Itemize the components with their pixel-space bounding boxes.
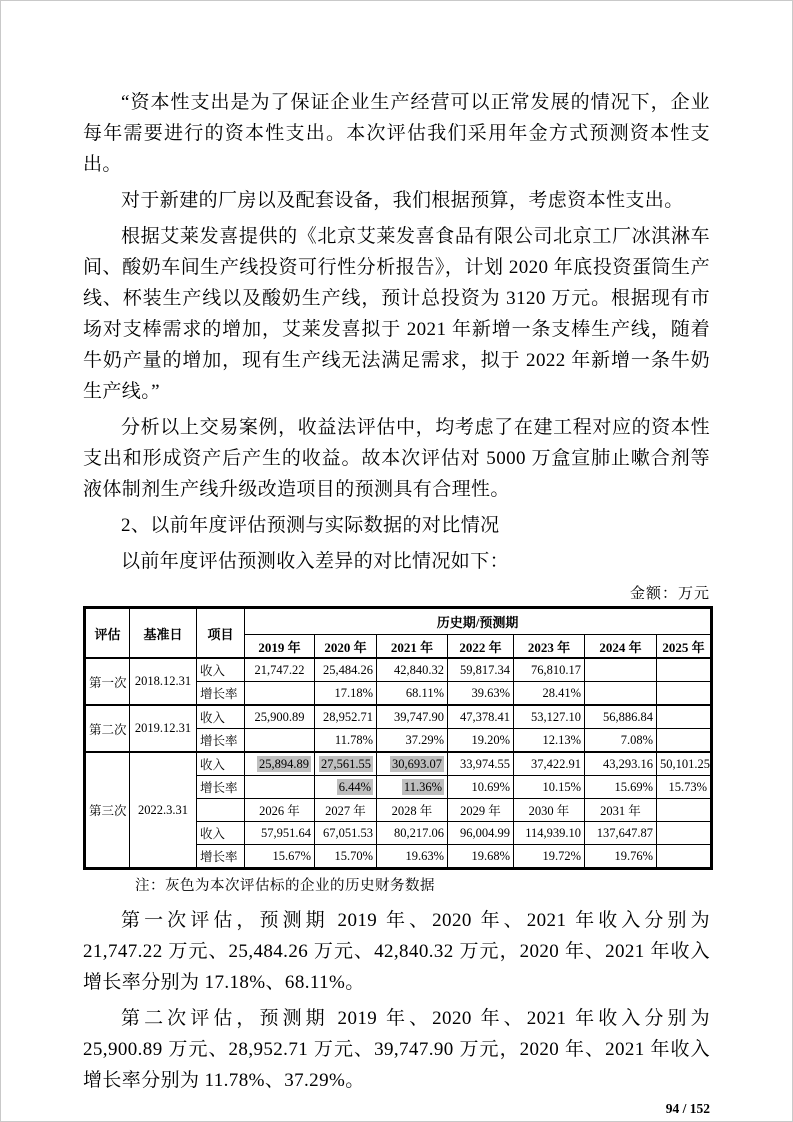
item-label-cell: 收入	[197, 705, 245, 729]
year-subheader-cell: 2026 年	[245, 799, 315, 822]
value-cell: 15.70%	[315, 845, 377, 869]
value-cell: 57,951.64	[245, 822, 315, 845]
value-cell	[245, 729, 315, 753]
value-cell: 39,747.90	[377, 705, 448, 729]
evaluation-round-cell: 第三次	[85, 752, 130, 869]
table-header	[85, 608, 712, 659]
item-label-cell: 增长率	[197, 776, 245, 799]
value-cell: 80,217.06	[377, 822, 448, 845]
value-cell: 10.69%	[448, 776, 514, 799]
item-label-cell: 收入	[197, 822, 245, 845]
evaluation-round-cell: 第二次	[85, 705, 130, 752]
year-subheader-cell: 2029 年	[448, 799, 514, 822]
value-cell: 19.72%	[514, 845, 585, 869]
table-row	[85, 705, 712, 729]
page-content	[1, 1, 792, 1117]
value-cell	[315, 776, 377, 799]
paragraph: 第二次评估，预测期 2019 年、2020 年、2021 年收入分别为 25,900.89 万元、28,952.71 万元、39,747.90 万元，2020 年、2021 年收入增长率分别为 11.78%、37.29%。	[83, 1008, 710, 1091]
value-cell	[657, 845, 712, 869]
value-cell: 76,810.17	[514, 658, 585, 682]
item-label-cell	[197, 799, 245, 822]
value-cell: 15.73%	[657, 776, 712, 799]
value-cell: 28.41%	[514, 682, 585, 706]
value-cell: 37.29%	[377, 729, 448, 753]
year-header: 2022 年	[448, 635, 514, 659]
paragraph: 以前年度评估预测收入差异的对比情况如下：	[121, 551, 510, 572]
value-cell	[657, 705, 712, 729]
value-cell: 42,840.32	[377, 658, 448, 682]
paragraph: 分析以上交易案例，收益法评估中，均考虑了在建工程对应的资本性支出和形成资产后产生的收益。故本次评估对 5000 万盒宣肺止嗽合剂等液体制剂生产线升级改造项目的预测具有合理性。	[83, 417, 710, 500]
historical-data-highlight: 6.44%	[338, 779, 371, 794]
body-paragraphs	[83, 87, 710, 577]
value-cell	[245, 776, 315, 799]
value-cell: 7.08%	[585, 729, 657, 753]
value-cell: 47,378.41	[448, 705, 514, 729]
value-cell: 19.76%	[585, 845, 657, 869]
value-cell	[657, 658, 712, 682]
paragraph: 对于新建的厂房以及配套设备，我们根据预算，考虑资本性支出。	[121, 190, 684, 211]
item-label-cell: 收入	[197, 752, 245, 776]
period-span-header: 历史期/预测期	[245, 608, 712, 635]
value-cell: 39.63%	[448, 682, 514, 706]
value-cell: 19.20%	[448, 729, 514, 753]
year-subheader-cell: 2030 年	[514, 799, 585, 822]
value-cell: 137,647.87	[585, 822, 657, 845]
item-label-cell: 增长率	[197, 729, 245, 753]
paragraph: “资本性支出是为了保证企业生产经营可以正常发展的情况下，企业每年需要进行的资本性支出。本次评估我们采用年金方式预测资本性支出。	[83, 92, 710, 175]
year-header: 2019 年	[245, 635, 315, 659]
value-cell: 21,747.22	[245, 658, 315, 682]
historical-data-highlight: 30,693.07	[392, 756, 442, 771]
value-cell	[585, 658, 657, 682]
paragraph: 第一次评估，预测期 2019 年、2020 年、2021 年收入分别为 21,747.22 万元、25,484.26 万元、42,840.32 万元，2020 年、2021 年收入增长率分别为 17.18%、68.11%。	[83, 910, 710, 993]
year-header: 2023 年	[514, 635, 585, 659]
value-cell: 28,952.71	[315, 705, 377, 729]
year-header: 2020 年	[315, 635, 377, 659]
historical-data-highlight: 11.36%	[403, 779, 442, 794]
value-cell	[377, 776, 448, 799]
paragraph: 根据艾莱发喜提供的《北京艾莱发喜食品有限公司北京工厂冰淇淋车间、酸奶车间生产线投资可行性分析报告》，计划 2020 年底投资蛋筒生产线、杯装生产线以及酸奶生产线，预计总投资为 3120 万元。根据现有市场对支棒需求的增加，艾莱发喜拟于 2021 年新增一条支棒生产线，随着牛奶产量的增加，现有生产线无法满足需求，拟于 2022 年新增一条牛奶生产线。”	[83, 226, 710, 402]
table-note: 注：灰色为本次评估标的企业的历史财务数据	[135, 878, 435, 894]
item-label-cell: 增长率	[197, 682, 245, 706]
item-label-cell: 收入	[197, 658, 245, 682]
value-cell: 10.15%	[514, 776, 585, 799]
base-date-cell: 2018.12.31	[130, 658, 197, 705]
value-cell	[315, 752, 377, 776]
value-cell: 59,817.34	[448, 658, 514, 682]
value-cell: 67,051.53	[315, 822, 377, 845]
table-row	[85, 752, 712, 776]
value-cell: 56,886.84	[585, 705, 657, 729]
value-cell: 25,900.89	[245, 705, 315, 729]
value-cell: 96,004.99	[448, 822, 514, 845]
year-header: 2025 年	[657, 635, 712, 659]
value-cell: 50,101.25	[657, 752, 712, 776]
year-subheader-cell: 2027 年	[315, 799, 377, 822]
value-cell: 43,293.16	[585, 752, 657, 776]
value-cell: 37,422.91	[514, 752, 585, 776]
value-cell: 25,484.26	[315, 658, 377, 682]
year-subheader-cell: 2028 年	[377, 799, 448, 822]
value-cell	[657, 729, 712, 753]
value-cell	[245, 682, 315, 706]
value-cell: 15.67%	[245, 845, 315, 869]
value-cell: 12.13%	[514, 729, 585, 753]
value-cell	[585, 682, 657, 706]
table-body	[85, 658, 712, 869]
value-cell: 33,974.55	[448, 752, 514, 776]
value-cell: 19.68%	[448, 845, 514, 869]
year-subheader-cell: 2031 年	[585, 799, 657, 822]
value-cell	[377, 752, 448, 776]
value-cell: 114,939.10	[514, 822, 585, 845]
value-cell: 53,127.10	[514, 705, 585, 729]
evaluation-round-cell: 第一次	[85, 658, 130, 705]
year-header: 2024 年	[585, 635, 657, 659]
historical-data-highlight: 27,561.55	[321, 756, 371, 771]
base-date-cell: 2022.3.31	[130, 752, 197, 869]
item-label-cell: 增长率	[197, 845, 245, 869]
value-cell: 17.18%	[315, 682, 377, 706]
value-cell: 15.69%	[585, 776, 657, 799]
forecast-comparison-table	[83, 606, 713, 870]
base-date-cell: 2019.12.31	[130, 705, 197, 752]
table-row	[85, 658, 712, 682]
column-header: 基准日	[130, 608, 197, 659]
column-header: 评估	[85, 608, 130, 659]
historical-data-highlight: 25,894.89	[259, 756, 309, 771]
value-cell	[245, 752, 315, 776]
paragraph: 2、以前年度评估预测与实际数据的对比情况	[121, 515, 500, 536]
value-cell	[657, 682, 712, 706]
value-cell	[657, 822, 712, 845]
page-number: 94 / 152	[665, 1101, 710, 1116]
value-cell: 11.78%	[315, 729, 377, 753]
column-header: 项目	[197, 608, 245, 659]
value-cell: 19.63%	[377, 845, 448, 869]
year-subheader-cell	[657, 799, 712, 822]
year-header: 2021 年	[377, 635, 448, 659]
table-unit-label: 金额：万元	[629, 586, 710, 602]
value-cell: 68.11%	[377, 682, 448, 706]
after-table-paragraphs	[83, 905, 710, 1096]
